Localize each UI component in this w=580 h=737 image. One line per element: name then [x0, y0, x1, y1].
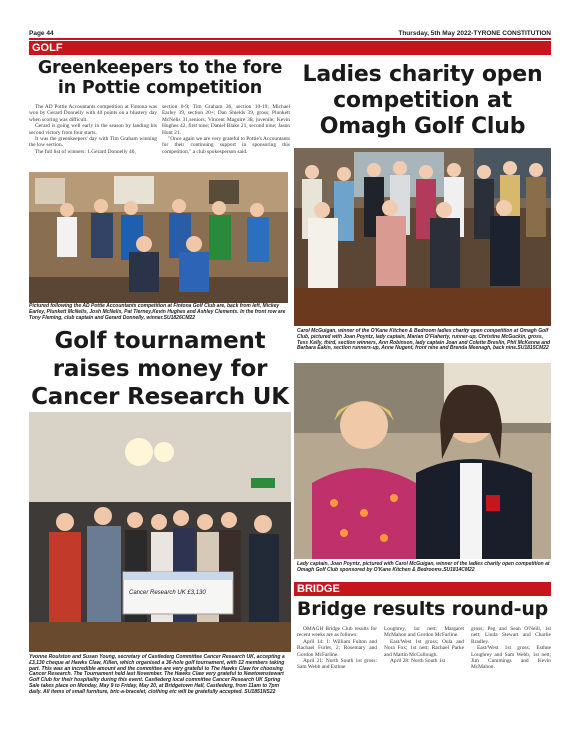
article-paragraph: gross; Peg and Sean O'Neill, 1st nett; Linda Stewart and Charlie Bradley.: [471, 626, 551, 645]
ladies-caption: Carol McGuigan, winner of the O'Kane Kitchen & Bedroom ladies charity open competition at Omagh Golf Club, pictured with Joan Poyntz, lady captain, Marian O'Flaherty, runner-up, Christine McGuckin, gross, Tess Kelly, third, section winners, Ann Robinson, lady captain Joan and Colette Breslin, Phil McKenna and Barbara Eakin, section runners-up, Anne Nugent, front nine and Brenda Meenagh, back nine.SU1815CM22: [297, 328, 551, 352]
cheque-text: Cancer Research UK £3,130: [129, 590, 206, 596]
pottie-article-col1: [29, 104, 157, 155]
bridge-article-col3: [471, 626, 551, 671]
cancer-headline: Golf tournament raises money for Cancer Research UK: [31, 328, 289, 410]
article-paragraph: Gerard is going well early in the season by landing his second victory from four starts.: [29, 123, 157, 136]
ladies-group-photo: [294, 148, 551, 326]
article-paragraph: April 21: North South 1st gross: Sam Webb and Esthne: [297, 658, 377, 671]
ladies-caption-2: Lady captain, Joan Poyntz, pictured with Carol McGuigan, winner of the ladies charity open competition at Omagh Golf Club sponsored by O'Kane Kitchen & Bedrooms.SU1814CM22: [297, 561, 550, 573]
article-paragraph: East/West 1st gross; Oula and Nora Fox; 1st nett; Rachael Parke and Martin McCullough.: [384, 638, 464, 658]
pottie-caption: Pictured following the AD Pottie Accountants competition at Fintona Golf Club are, back from left, Mickey Earley, Plunkett McNelis, Josh McNelis, Pat Tierney,Kevin Hughes and Ashley Clements. In the front row are Tony Fleming, club captain and Gerard Donnelly, winner.SU1826CM22: [29, 303, 286, 321]
pottie-article-col2: [162, 104, 290, 155]
article-paragraph: "Once again we are very grateful to Pottie's Accountants for their continuing support in sponsoring this competition," a club spokesperson said.: [162, 136, 290, 155]
article-paragraph: section 0-9; Tim Graham 36, section 10-19; Michael Earley 39, section 20+; Dan Shields 39, gross; Plunkett McNelis 31,seniors; Vincent Maguire 38, juvenile; Kevin Hughes 42, first nine; Daniel Blake 21, second nine; Jason Hunt 21.: [162, 104, 290, 136]
bridge-headline: Bridge results round-up: [296, 598, 549, 620]
article-paragraph: The full list of winners: 1.Gerard Donnelly 40,: [35, 148, 136, 155]
section-label-golf: GOLF: [32, 42, 63, 54]
article-paragraph: The AD Pottie Accountants competition at Fintona was won by Gerard Donnelly with 40 points on a blustery day when scoring was difficult.: [29, 104, 157, 123]
article-paragraph: East/West 1st gross; Esthne Loughrey and Sam Webb, 1st nett; Jim Cummings and Kevin McMahon.: [471, 645, 551, 671]
cancer-cheque-photo: [29, 412, 291, 652]
date-publication: Thursday, 5th May 2022-TYRONE CONSTITUTION: [398, 30, 551, 37]
page-number: Page 44: [29, 30, 54, 37]
pottie-group-photo: [29, 172, 288, 303]
bridge-article-col1: [297, 626, 377, 671]
section-bar-golf: [29, 41, 551, 55]
article-paragraph: April 14: 1: William Fulton and Rachael Furler, 2; Rosemary and Gordon McFarline.: [297, 638, 377, 658]
pottie-headline: Greenkeepers to the fore in Pottie competition: [37, 58, 283, 98]
cancer-caption: Yvonne Roulston and Susan Young, secretary of Castlederg Committee Cancer Research UK, accepting a £3,130 cheque at Hawks Claw, Killen, which organised a 36-hole golf tournament, with 12 members taking part. This was an incredible amount and the committee are very grateful to The Hawks Claw for choosing Cancer Research. The Tournament held last November. The Hawks Claw very grateful to Newtownstewart Golf Club for their hospitality during this event. Castlederg local committee Cancer Research UK Spring Sale takes place on Monday, May 9 to Friday, May 20, at Bridgetown Hall, Castlederg, from 11am to 7pm daily. All items of small furniture, bric-a-bracelet, clothing etc will be gratefully accepted. SU1851NS22: [29, 654, 285, 695]
section-bar-bridge: [294, 582, 551, 596]
bridge-article-col2: [384, 626, 464, 664]
article-paragraph: It was the greenkeepers' day with Tim Graham winning the low section.: [29, 136, 157, 149]
section-label-bridge: BRIDGE: [297, 583, 340, 595]
ladies-headline: Ladies charity open competition at Omagh Golf Club: [302, 62, 543, 139]
article-paragraph: April 28: North South 1st: [390, 658, 446, 665]
article-paragraph: OMAGH Bridge Club results for recent weeks are as follows:: [297, 626, 377, 639]
ladies-captain-photo: [294, 363, 551, 559]
header-rule: [29, 38, 551, 40]
article-paragraph: Loughrey, 1st nett; Margaret McMahon and Gordon McFarline.: [384, 626, 464, 639]
